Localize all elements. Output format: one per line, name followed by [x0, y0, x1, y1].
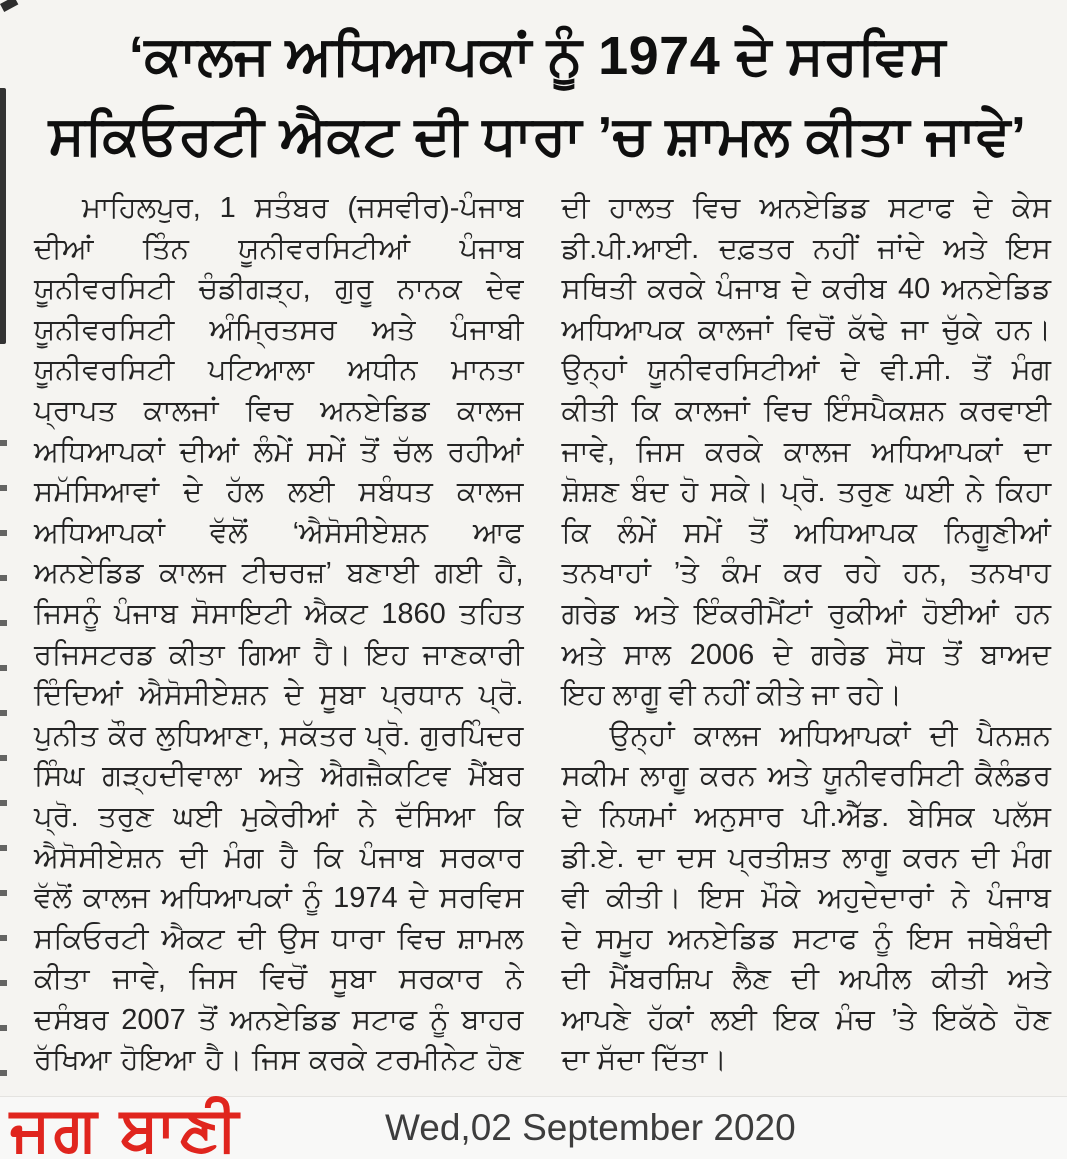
- article-line: ਯੂਨੀਵਰਸਿਟੀ ਚੰਡੀਗੜ੍ਹ, ਗੁਰੂ ਨਾਨਕ ਦੇਵ: [34, 273, 524, 306]
- article-line: ਕਿ ਲੰਮੇਂ ਸਮੇਂ ਤੋਂ ਅਧਿਆਪਕ ਨਿਗੂਣੀਆਂ: [561, 516, 1051, 549]
- article-line: ਉਨ੍ਹਾਂ ਕਾਲਜ ਅਧਿਆਪਕਾਂ ਦੀ ਪੈਨਸ਼ਨ: [609, 719, 1051, 752]
- article-line: ਸਕਿਓਰਟੀ ਐਕਟ ਦੀ ਉਸ ਧਾਰਾ ਵਿਚ ਸ਼ਾਮਲ: [34, 922, 524, 955]
- article-line: ਸਕੀਮ ਲਾਗੂ ਕਰਨ ਅਤੇ ਯੂਨੀਵਰਸਿਟੀ ਕੈਲੰਡਰ: [561, 760, 1051, 793]
- article-line: ਸਥਿਤੀ ਕਰਕੇ ਪੰਜਾਬ ਦੇ ਕਰੀਬ 40 ਅਨਏਡਿਡ: [561, 273, 1051, 306]
- headline-line-1: ‘ਕਾਲਜ ਅਧਿਆਪਕਾਂ ਨੂੰ 1974 ਦੇ ਸਰਵਿਸ: [128, 26, 947, 86]
- headline-line-2: ਸਕਿਓਰਟੀ ਐਕਟ ਦੀ ਧਾਰਾ ’ਚ ਸ਼ਾਮਲ ਕੀਤਾ ਜਾਵੇ’: [48, 106, 1027, 166]
- article-line: ਡੀ.ਏ. ਦਾ ਦਸ ਪ੍ਰਤੀਸ਼ਤ ਲਾਗੂ ਕਰਨ ਦੀ ਮੰਗ: [561, 841, 1051, 874]
- article-line: ਤਨਖਾਹਾਂ ’ਤੇ ਕੰਮ ਕਰ ਰਹੇ ਹਨ, ਤਨਖਾਹ: [561, 557, 1051, 590]
- article-line: ਮਾਹਿਲਪੁਰ, 1 ਸਤੰਬਰ (ਜਸਵੀਰ)-ਪੰਜਾਬ: [82, 192, 524, 224]
- article-headline: [0, 0, 1067, 176]
- article-line: ਐਸੋਸੀਏਸ਼ਨ ਦੀ ਮੰਗ ਹੈ ਕਿ ਪੰਜਾਬ ਸਰਕਾਰ: [34, 841, 524, 874]
- article-line: ਅਧਿਆਪਕਾਂ ਦੀਆਂ ਲੰਮੇਂ ਸਮੇਂ ਤੋਂ ਚੱਲ ਰਹੀਆਂ: [34, 435, 524, 468]
- article-line: ਰਜਿਸਟਰਡ ਕੀਤਾ ਗਿਆ ਹੈ। ਇਹ ਜਾਣਕਾਰੀ: [34, 638, 524, 671]
- publication-date: Wed,02 September 2020: [385, 1107, 796, 1148]
- article-line: ਜਾਵੇ, ਜਿਸ ਕਰਕੇ ਕਾਲਜ ਅਧਿਆਪਕਾਂ ਦਾ: [561, 435, 1051, 468]
- article-line: ਆਪਣੇ ਹੱਕਾਂ ਲਈ ਇਕ ਮੰਚ ’ਤੇ ਇਕੱਠੇ ਹੋਣ: [561, 1003, 1051, 1036]
- article-line: ਸਮੱਸਿਆਵਾਂ ਦੇ ਹੱਲ ਲਈ ਸਬੰਧਤ ਕਾਲਜ: [34, 476, 524, 509]
- article-line: ਸਿੰਘ ਗੜ੍ਹਦੀਵਾਲਾ ਅਤੇ ਐਗਜ਼ੈਕਟਿਵ ਮੈਂਬਰ: [34, 760, 524, 793]
- article-line: ਦੀ ਮੈਂਬਰਸ਼ਿਪ ਲੈਣ ਦੀ ਅਪੀਲ ਕੀਤੀ ਅਤੇ: [561, 963, 1051, 996]
- article-line: ਵੱਲੋਂ ਕਾਲਜ ਅਧਿਆਪਕਾਂ ਨੂੰ 1974 ਦੇ ਸਰਵਿਸ: [34, 882, 524, 915]
- article-line: ਦਸੰਬਰ 2007 ਤੋਂ ਅਨਏਡਿਡ ਸਟਾਫ ਨੂੰ ਬਾਹਰ: [34, 1003, 524, 1036]
- article-line: ਦੇ ਨਿਯਮਾਂ ਅਨੁਸਾਰ ਪੀ.ਐੱਡ. ਬੇਸਿਕ ਪਲੱਸ: [561, 800, 1051, 833]
- adjacent-column-edge-dashes: [0, 440, 7, 1095]
- article-line: ਪ੍ਰਾਪਤ ਕਾਲਜਾਂ ਵਿਚ ਅਨਏਡਿਡ ਕਾਲਜ: [34, 394, 524, 427]
- article-line: ਇਹ ਲਾਗੂ ਵੀ ਨਹੀਂ ਕੀਤੇ ਜਾ ਰਹੇ।: [561, 679, 903, 712]
- article-line: ਸ਼ੋਸ਼ਣ ਬੰਦ ਹੋ ਸਕੇ। ਪ੍ਰੋ. ਤਰੁਣ ਘਈ ਨੇ ਕਿਹਾ: [561, 476, 1051, 509]
- adjacent-column-edge-line: [0, 88, 6, 344]
- article-line: ਯੂਨੀਵਰਸਿਟੀ ਅੰਮ੍ਰਿਤਸਰ ਅਤੇ ਪੰਜਾਬੀ: [34, 313, 524, 346]
- article-line: ਦੀਆਂ ਤਿੰਨ ਯੂਨੀਵਰਸਿਟੀਆਂ ਪੰਜਾਬ: [34, 232, 524, 265]
- article-column-right: [562, 188, 1052, 1081]
- article-line: ਜਿਸਨੂੰ ਪੰਜਾਬ ਸੋਸਾਇਟੀ ਐਕਟ 1860 ਤਹਿਤ: [34, 597, 524, 630]
- article-line: ਦੀ ਹਾਲਤ ਵਿਚ ਅਨਏਡਿਡ ਸਟਾਫ ਦੇ ਕੇਸ: [561, 192, 1051, 224]
- article-line: ਗਰੇਡ ਅਤੇ ਇੰਕਰੀਮੈਂਟਾਂ ਰੁਕੀਆਂ ਹੋਈਆਂ ਹਨ: [561, 597, 1051, 630]
- article-line: ਕੀਤੀ ਕਿ ਕਾਲਜਾਂ ਵਿਚ ਇੰਸਪੈਕਸ਼ਨ ਕਰਵਾਈ: [561, 394, 1051, 427]
- article-body: [0, 176, 1067, 1081]
- newspaper-logo: ਜਗ ਬਾਣੀ: [10, 1095, 242, 1159]
- article-line: ਦਿੰਦਿਆਂ ਐਸੋਸੀਏਸ਼ਨ ਦੇ ਸੂਬਾ ਪ੍ਰਧਾਨ ਪ੍ਰੋ.: [34, 679, 524, 712]
- article-line: ਉਨ੍ਹਾਂ ਯੂਨੀਵਰਸਿਟੀਆਂ ਦੇ ਵੀ.ਸੀ. ਤੋਂ ਮੰਗ: [561, 354, 1051, 387]
- article-line: ਡੀ.ਪੀ.ਆਈ. ਦਫ਼ਤਰ ਨਹੀਂ ਜਾਂਦੇ ਅਤੇ ਇਸ: [561, 232, 1051, 265]
- footer-band: [0, 1096, 1067, 1159]
- article-line: ਪ੍ਰੋ. ਤਰੁਣ ਘਈ ਮੁਕੇਰੀਆਂ ਨੇ ਦੱਸਿਆ ਕਿ: [34, 800, 524, 833]
- article-line: ਪੁਨੀਤ ਕੌਰ ਲੁਧਿਆਣਾ, ਸਕੱਤਰ ਪ੍ਰੋ. ਗੁਰਪਿੰਦਰ: [34, 719, 524, 752]
- article-line: ਯੂਨੀਵਰਸਿਟੀ ਪਟਿਆਲਾ ਅਧੀਨ ਮਾਨਤਾ: [34, 354, 524, 387]
- article-line: ਅਧਿਆਪਕ ਕਾਲਜਾਂ ਵਿਚੋਂ ਕੱਢੇ ਜਾ ਚੁੱਕੇ ਹਨ।: [561, 313, 1051, 346]
- article-column-left: [34, 188, 524, 1081]
- article-line: ਦਾ ਸੱਦਾ ਦਿੱਤਾ।: [561, 1044, 727, 1077]
- article-line: ਅਨਏਡਿਡ ਕਾਲਜ ਟੀਚਰਜ਼’ ਬਣਾਈ ਗਈ ਹੈ,: [34, 557, 524, 590]
- article-line: ਦੇ ਸਮੂਹ ਅਨਏਡਿਡ ਸਟਾਫ ਨੂੰ ਇਸ ਜਥੇਬੰਦੀ: [561, 922, 1051, 955]
- article-line: ਅਧਿਆਪਕਾਂ ਵੱਲੋਂ ‘ਐਸੋਸੀਏਸ਼ਨ ਆਫ: [34, 516, 524, 549]
- article-line: ਰੱਖਿਆ ਹੋਇਆ ਹੈ। ਜਿਸ ਕਰਕੇ ਟਰਮੀਨੇਟ ਹੋਣ: [34, 1044, 524, 1077]
- article-line: ਵੀ ਕੀਤੀ। ਇਸ ਮੌਕੇ ਅਹੁਦੇਦਾਰਾਂ ਨੇ ਪੰਜਾਬ: [561, 882, 1051, 915]
- article-line: ਅਤੇ ਸਾਲ 2006 ਦੇ ਗਰੇਡ ਸੋਧ ਤੋਂ ਬਾਅਦ: [561, 638, 1051, 671]
- article-line: ਕੀਤਾ ਜਾਵੇ, ਜਿਸ ਵਿਚੋਂ ਸੂਬਾ ਸਰਕਾਰ ਨੇ: [34, 963, 524, 996]
